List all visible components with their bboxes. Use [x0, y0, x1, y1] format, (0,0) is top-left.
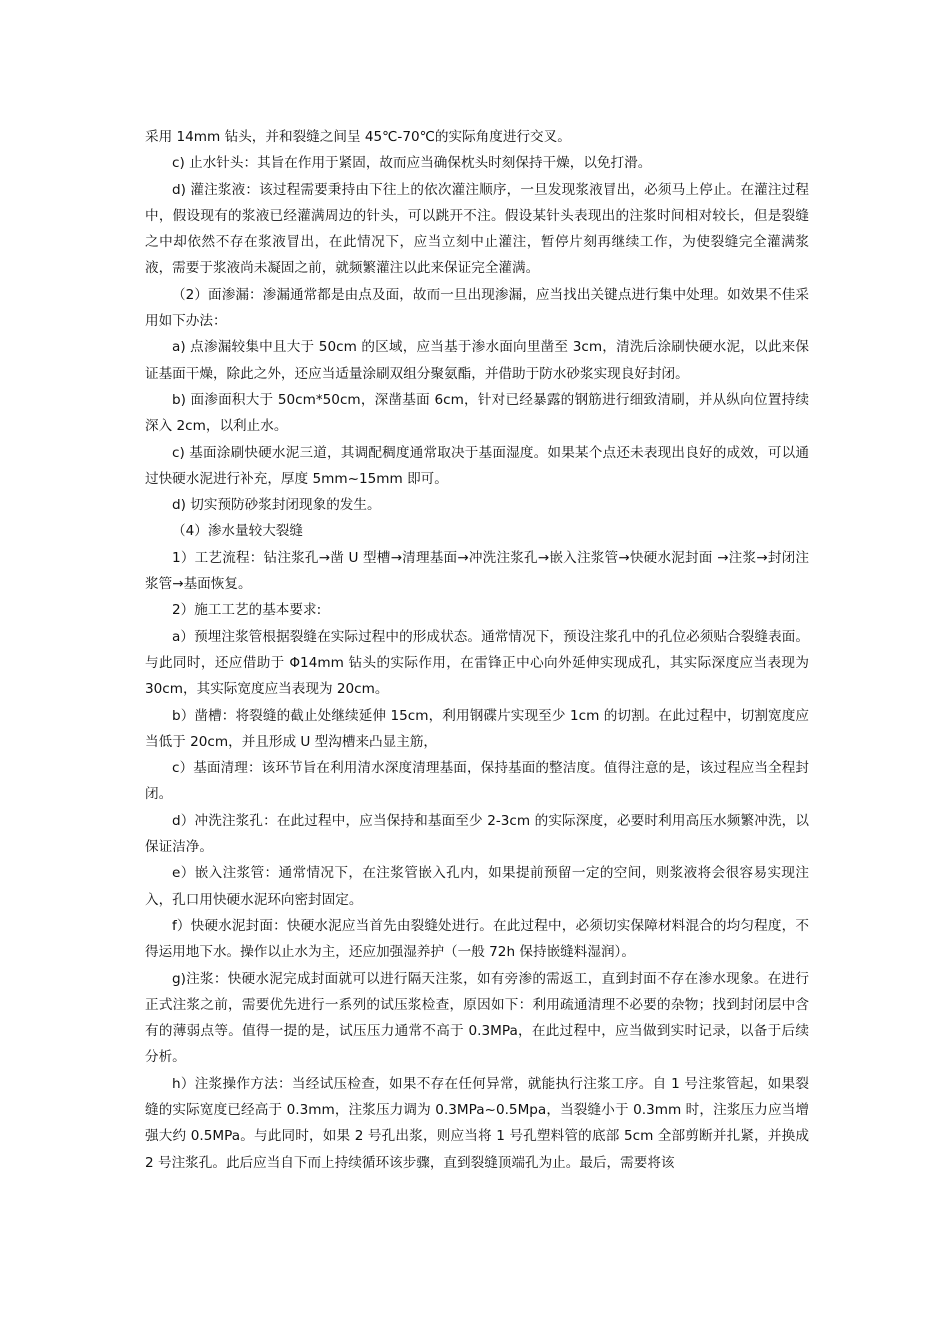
paragraph-f-quick-cement-cover: f）快硬水泥封面：快硬水泥应当首先由裂缝处进行。在此过程中，必须切实保障材料混合的均匀程度，不得运用地下水。操作以止水为主，还应加强湿养护（一般 72h 保持嵌缝料湿润）。 — [145, 917, 809, 961]
paragraph-c-base-cleaning: c）基面清理：该环节旨在利用清水深度清理基面，保持基面的整洁度。值得注意的是，该过程应当全程封闭。 — [145, 760, 809, 803]
paragraph-surface-leakage: （2）面渗漏：渗漏通常都是由点及面，故而一旦出现渗漏，应当找出关键点进行集中处理。如效果不佳采用如下办法： — [145, 286, 809, 330]
paragraph-b-surface-area: b) 面渗面积大于 50cm*50cm，深凿基面 6cm，针对已经暴露的钢筋进行细致清刷，并从纵向位置持续深入 2cm，以利止水。 — [145, 391, 809, 435]
document-body — [145, 124, 809, 1176]
paragraph-basic-requirements: 2）施工工艺的基本要求: — [172, 602, 322, 619]
paragraph-g-grouting: g)注浆：快硬水泥完成封面就可以进行隔天注浆，如有旁渗的需返工，直到封面不存在渗水现象。在进行正式注浆之前，需要优先进行一系列的试压浆检查，原因如下：利用疏通清理不必要的杂物；找到封闭层中含有的薄弱点等。值得一提的是，试压压力通常不高于 0.3MPa，在此过程中，应当做到实时记录，以备于后续分析。 — [145, 970, 809, 1066]
section-heading-large-cracks: （4）渗水量较大裂缝 — [172, 523, 303, 540]
paragraph-a-embedded-pipe: a）预埋注浆管根据裂缝在实际过程中的形成状态。通常情况下，预设注浆孔中的孔位必须贴合裂缝表面。与此同时，还应借助于 Φ14mm 钻头的实际作用，在雷锋正中心向外延伸实现成孔，其实际深度应当表现为 30cm，其实际宽度应当表现为 20cm。 — [145, 628, 809, 698]
paragraph-e-embed-pipe: e）嵌入注浆管：通常情况下，在注浆管嵌入孔内，如果提前预留一定的空间，则浆液将会很容易实现注入，孔口用快硬水泥环向密封固定。 — [145, 865, 809, 908]
paragraph-d-grouting: d) 灌注浆液：该过程需要秉持由下往上的依次灌注顺序，一旦发现浆液冒出，必须马上停止。在灌注过程中，假设现有的浆液已经灌满周边的针头，可以跳开不注。假设某针头表现出的注浆时间相对较长，但是裂缝之中却依然不存在浆液冒出，在此情况下，应当立刻中止灌注，暂停片刻再继续工作，为使裂缝完全灌满浆液，需要于浆液尚未凝固之前，就频繁灌注以此来保证完全灌满。 — [145, 181, 809, 277]
paragraph-continuation: 采用 14mm 钻头，并和裂缝之间呈 45℃-70℃的实际角度进行交叉。 — [145, 129, 571, 145]
paragraph-d-prevent-sealing: d) 切实预防砂浆封闭现象的发生。 — [172, 497, 381, 514]
paragraph-a-point-leakage: a) 点渗漏较集中且大于 50cm 的区域，应当基于渗水面向里凿至 3cm，清洗后涂刷快硬水泥，以此来保证基面干燥，除此之外，还应当适量涂刷双组分聚氨酯，并借助于防水砂浆实现良好封闭。 — [145, 339, 809, 382]
paragraph-c-water-stop-needle: c) 止水针头：其旨在作用于紧固，故而应当确保枕头时刻保持干燥，以免打滑。 — [172, 155, 652, 172]
paragraph-d-flush-holes: d）冲洗注浆孔：在此过程中，应当保持和基面至少 2-3cm 的实际深度，必要时利用高压水频繁冲洗，以保证洁净。 — [145, 812, 809, 856]
paragraph-c-quick-cement: c) 基面涂刷快硬水泥三道，其调配稠度通常取决于基面湿度。如果某个点还未表现出良好的成效，可以通过快硬水泥进行补充，厚度 5mm~15mm 即可。 — [145, 444, 809, 487]
paragraph-b-grooving: b）凿槽：将裂缝的截止处继续延伸 15cm，利用钢碟片实现至少 1cm 的切割。在此过程中，切割宽度应当低于 20cm，并且形成 U 型沟槽来凸显主筋， — [145, 707, 809, 750]
paragraph-process-flow: 1）工艺流程：钻注浆孔→凿 U 型槽→清理基面→冲洗注浆孔→嵌入注浆管→快硬水泥封面 →注浆→封闭注浆管→基面恢复。 — [145, 549, 809, 593]
paragraph-h-grouting-method: h）注浆操作方法：当经试压检查，如果不存在任何异常，就能执行注浆工序。自 1 号注浆管起，如果裂缝的实际宽度已经高于 0.3mm，注浆压力调为 0.3MPa~0.5Mpa，当裂缝小于 0.3mm 时，注浆压力应当增强大约 0.5MPa。与此同时，如果 2 号孔出浆，则应当将 1 号孔塑料管的底部 5cm 全部剪断并扎紧，并换成 2 号注浆孔。此后应当自下而上持续循环该步骤，直到裂缝顶端孔为止。最后，需要将该 — [145, 1075, 809, 1171]
